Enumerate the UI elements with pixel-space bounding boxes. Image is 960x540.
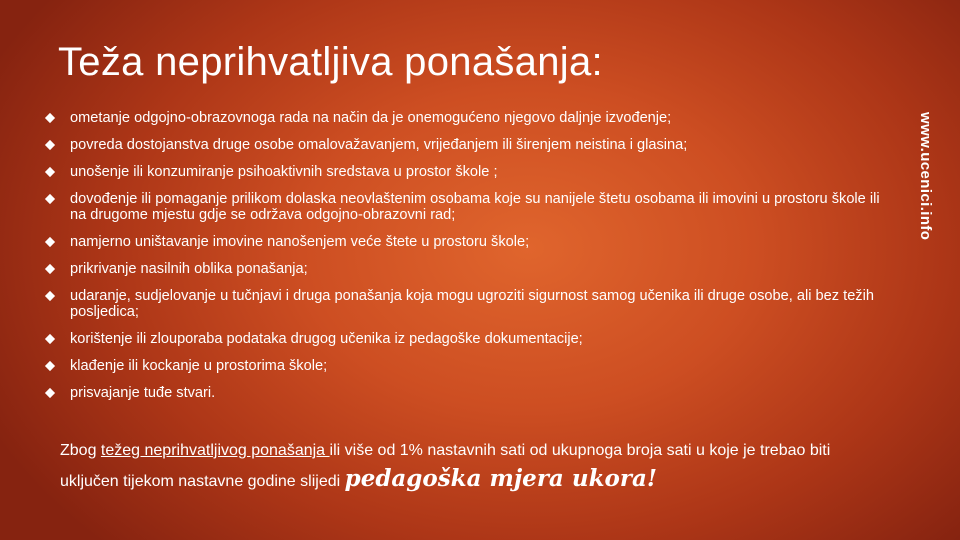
list-item bbox=[44, 385, 894, 401]
list-item-text: povreda dostojanstva druge osobe omalovažavanjem, vrijeđanjem ili širenjem neistina i glasina; bbox=[70, 137, 688, 153]
list-item bbox=[44, 331, 894, 347]
list-item bbox=[44, 164, 894, 180]
diamond-bullet-icon bbox=[45, 113, 55, 123]
list-item bbox=[44, 110, 894, 126]
diamond-bullet-icon bbox=[45, 167, 55, 177]
list-item bbox=[44, 261, 894, 277]
note-underlined-phrase: težeg neprihvatljivog ponašanja bbox=[100, 442, 330, 459]
diamond-bullet-icon bbox=[45, 361, 55, 371]
list-item-text: dovođenje ili pomaganje prilikom dolaska neovlaštenim osobama koje su nanijele štetu osobama ili imovini u prostoru škole ili na drugome mjestu gdje se održava odgojno-obrazovni rad; bbox=[70, 191, 880, 223]
list-item-text: prikrivanje nasilnih oblika ponašanja; bbox=[70, 261, 308, 277]
list-item-text: unošenje ili konzumiranje psihoaktivnih sredstava u prostor škole ; bbox=[70, 164, 498, 180]
consequence-note bbox=[60, 437, 880, 496]
list-item bbox=[44, 288, 894, 320]
list-item-text: namjerno uništavanje imovine nanošenjem veće štete u prostoru škole; bbox=[70, 234, 530, 250]
list-item bbox=[44, 234, 894, 250]
diamond-bullet-icon bbox=[45, 388, 55, 398]
bullet-list bbox=[44, 110, 894, 412]
diamond-bullet-icon bbox=[45, 334, 55, 344]
list-item bbox=[44, 358, 894, 374]
list-item-text: prisvajanje tuđe stvari. bbox=[70, 385, 216, 401]
diamond-bullet-icon bbox=[45, 264, 55, 274]
note-text-middle: ili više od 1% nastavnih sati od ukupnoga broja sati u koje je trebao biti uključen tijekom nastavne godine slijedi bbox=[60, 442, 831, 490]
list-item-text: korištenje ili zlouporaba podataka drugog učenika iz pedagoške dokumentacije; bbox=[70, 331, 583, 347]
list-item-text: ometanje odgojno-obrazovnoga rada na način da je onemogućeno njegovo daljnje izvođenje; bbox=[70, 110, 672, 126]
note-text-start: Zbog bbox=[60, 442, 101, 459]
list-item bbox=[44, 191, 894, 223]
list-item bbox=[44, 137, 894, 153]
note-emphasis: pedagoška mjera ukora! bbox=[344, 465, 657, 492]
diamond-bullet-icon bbox=[45, 140, 55, 150]
slide-title: Teža neprihvatljiva ponašanja: bbox=[58, 40, 603, 84]
list-item-text: udaranje, sudjelovanje u tučnjavi i druga ponašanja koja mogu ugroziti sigurnost samog učenika ili druge osobe, ali bez težih posljedica; bbox=[70, 288, 874, 320]
diamond-bullet-icon bbox=[45, 237, 55, 247]
diamond-bullet-icon bbox=[45, 291, 55, 301]
list-item-text: klađenje ili kockanje u prostorima škole; bbox=[70, 358, 328, 374]
diamond-bullet-icon bbox=[45, 194, 55, 204]
side-url-label: www.ucenici.info bbox=[917, 112, 934, 241]
